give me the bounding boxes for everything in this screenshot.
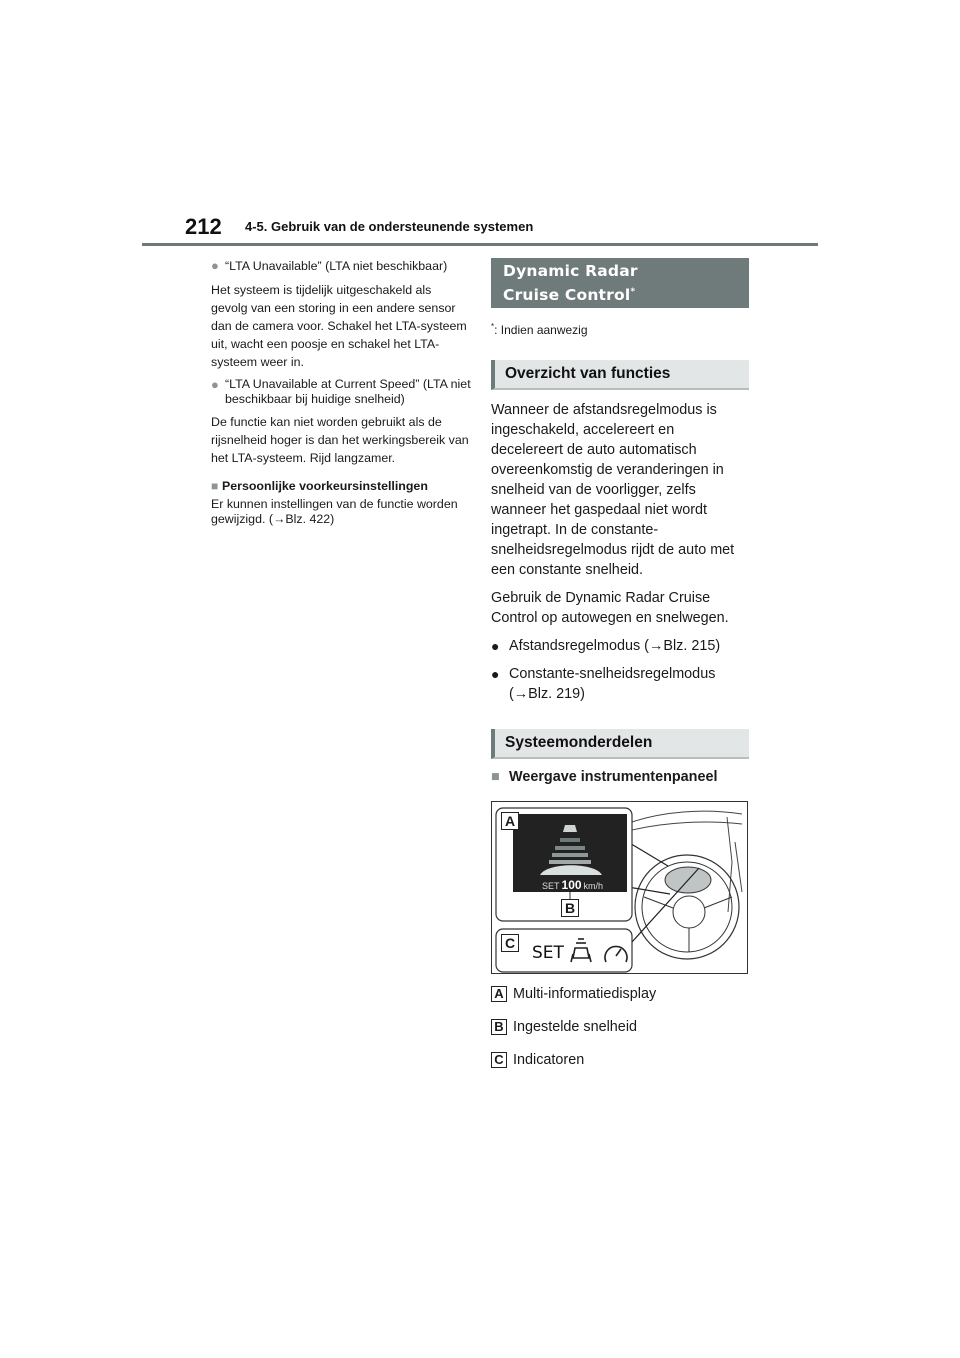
banner-asterisk: * <box>630 287 636 297</box>
square-bullet-icon: ■ <box>211 479 219 493</box>
list-item <box>211 377 471 407</box>
list-item <box>491 664 749 704</box>
circle-bullet-icon: ● <box>211 377 219 392</box>
set-speed-value: 100 <box>561 878 582 892</box>
bullet-icon: ● <box>491 638 500 654</box>
legend-key: C <box>491 1052 507 1068</box>
footnote-text: : Indien aanwezig <box>494 323 588 337</box>
header-rule <box>142 243 818 246</box>
instrument-panel-figure <box>491 801 748 974</box>
set-small-label: SET <box>542 881 560 891</box>
item1-body: Het systeem is tijdelijk uitgeschakeld als gevolg van een storing in een andere sensor dan de camera voor. Schakel het LTA-systeem uit, wacht een poosje en schakel het LTA-systeem weer in. <box>211 283 467 369</box>
dynamic-radar-banner <box>491 258 749 308</box>
item2-title: “LTA Unavailable at Current Speed” (LTA niet beschikbaar bij huidige snelheid) <box>225 377 471 406</box>
legend-text: Multi-informatiedisplay <box>513 986 657 1002</box>
footnote <box>491 322 749 337</box>
legend-text: Indicatoren <box>513 1052 585 1068</box>
legend-key: A <box>491 986 507 1002</box>
panel-heading-row <box>491 769 749 785</box>
item2-body: De functie kan niet worden gebruikt als de rijsnelheid hoger is dan het werkingsbereik van het LTA-systeem. Rijd langzamer. <box>211 415 469 465</box>
pref-heading-row <box>211 477 471 495</box>
set-indicator-text: SET <box>532 943 564 963</box>
legend-text: Ingestelde snelheid <box>513 1019 638 1035</box>
square-bullet-icon: ■ <box>491 769 500 785</box>
right-column <box>491 258 749 1070</box>
banner-line2: Cruise Control <box>503 286 631 305</box>
left-column <box>211 257 471 533</box>
figure-label-c: C <box>501 934 519 952</box>
banner-line1: Dynamic Radar <box>503 262 638 280</box>
overview-paragraph-2: Gebruik de Dynamic Radar Cruise Control op autowegen en snelwegen. <box>491 590 729 626</box>
figure-label-b: B <box>561 899 579 917</box>
set-speed-unit: km/h <box>583 881 604 891</box>
bullet2-text: Constante-snelheidsregelmodus (→Blz. 219) <box>509 666 716 702</box>
figure-label-a: A <box>501 812 519 830</box>
bullet1-text: Afstandsregelmodus (→Blz. 215) <box>509 638 721 654</box>
page-number: 212 <box>185 214 222 239</box>
list-item <box>211 257 471 275</box>
pref-body: Er kunnen instellingen van de functie worden gewijzigd. (→Blz. 422) <box>211 497 458 526</box>
dashboard-illustration <box>492 802 748 974</box>
footnote-mark: * <box>491 322 495 331</box>
bullet-icon: ● <box>491 666 500 682</box>
overview-heading: Overzicht van functies <box>491 360 749 390</box>
panel-heading: Weergave instrumentenpaneel <box>509 769 718 785</box>
item1-title: “LTA Unavailable” (LTA niet beschikbaar) <box>225 259 448 273</box>
section-title: 4-5. Gebruik van de ondersteunende systemen <box>245 219 534 234</box>
legend-row-c <box>491 1050 749 1070</box>
circle-bullet-icon: ● <box>211 258 219 273</box>
legend-key: B <box>491 1019 507 1035</box>
overview-paragraph-1: Wanneer de afstandsregelmodus is ingeschakeld, accelereert en decelereert de auto automatisch overeenkomstig de veranderingen in snelheid van de voorligger, zelfs wanneer het gaspedaal niet wordt ingetrapt. In de constante-snelheidsregelmodus rijdt de auto met een constante snelheid. <box>491 402 735 578</box>
list-item <box>491 636 749 656</box>
set-speed-readout <box>542 878 603 892</box>
legend-row-b <box>491 1017 749 1037</box>
figure-legend <box>491 984 749 1070</box>
legend-row-a <box>491 984 749 1004</box>
pref-heading: Persoonlijke voorkeursinstellingen <box>222 479 428 493</box>
parts-heading: Systeemonderdelen <box>491 729 749 759</box>
